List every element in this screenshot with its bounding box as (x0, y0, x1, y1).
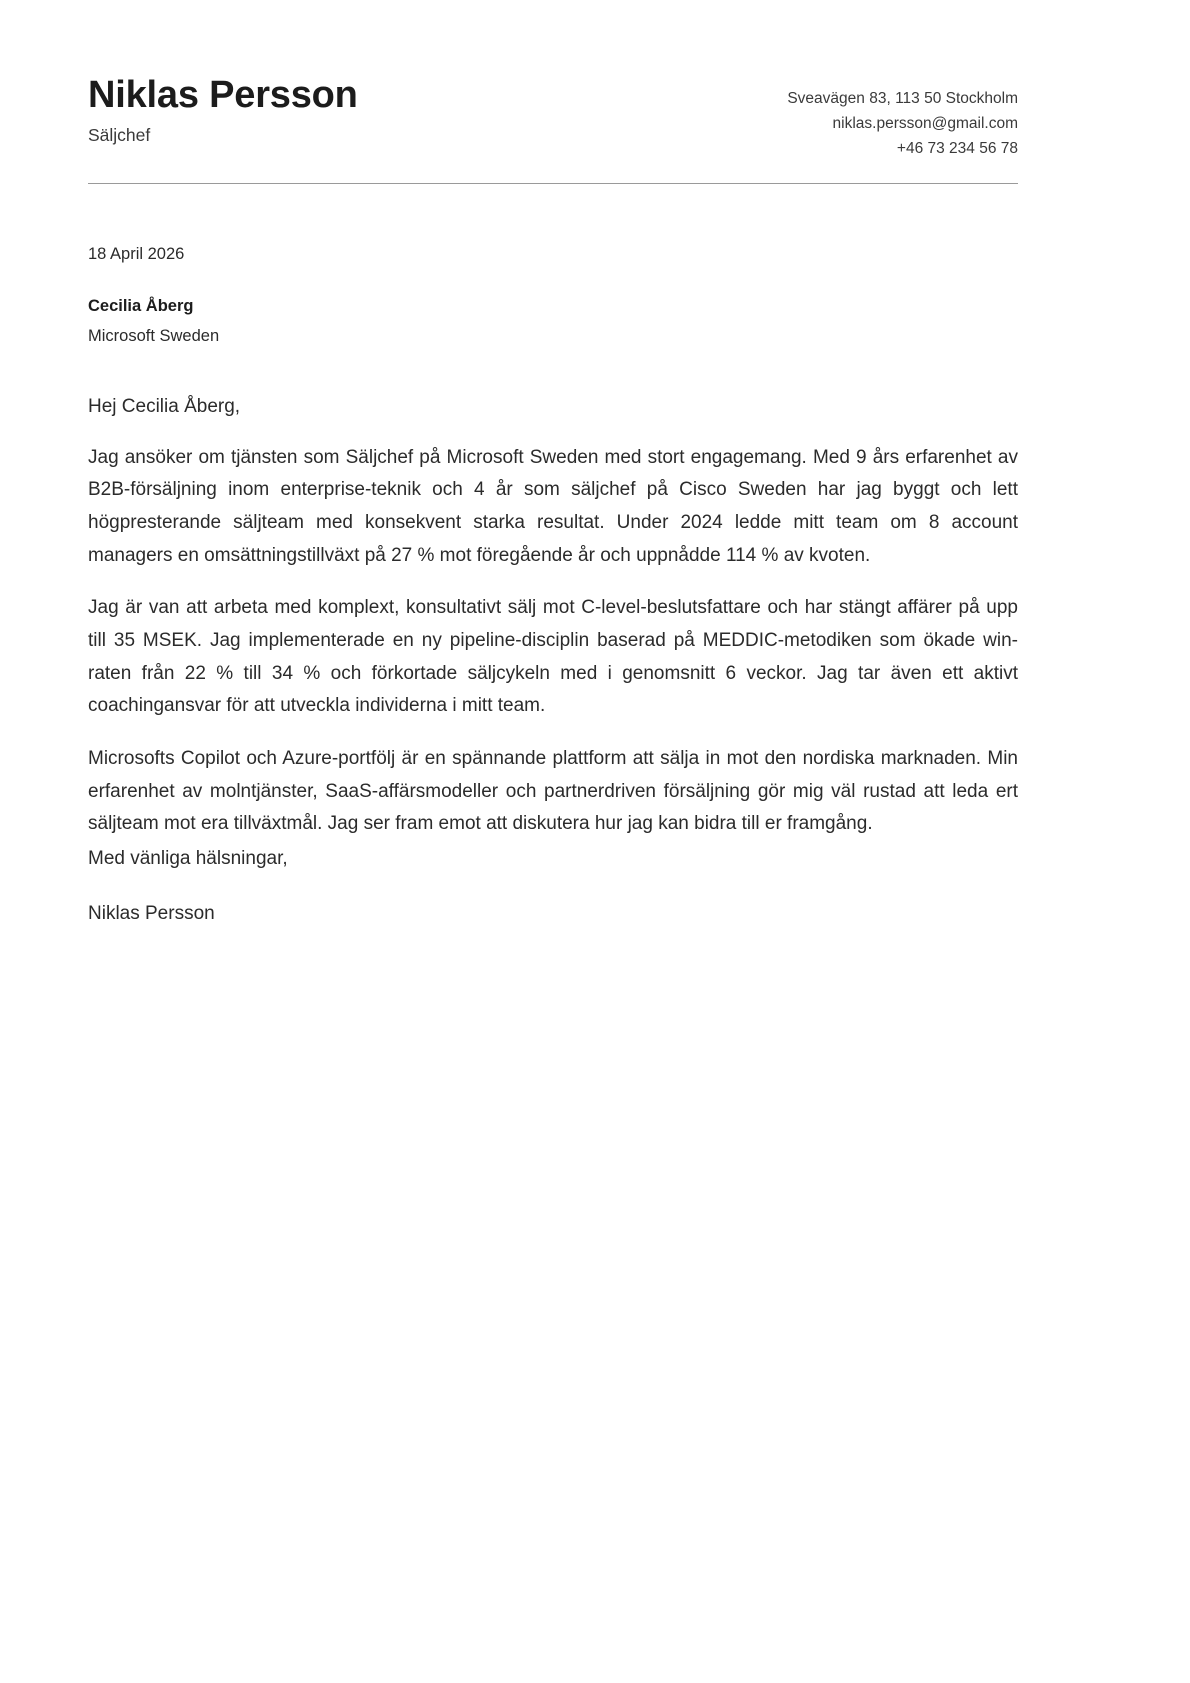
contact-phone[interactable]: +46 73 234 56 78 (896, 140, 1018, 158)
letter-meta (88, 242, 1018, 349)
applicant-job-title: Säljchef (88, 124, 151, 145)
letter-header (88, 0, 1018, 161)
salutation: Hej Cecilia Åberg, (88, 396, 241, 418)
body-paragraph: Jag är van att arbeta med komplext, konsultativt sälj mot C-level-beslutsfattare och har stängt affärer på upp till 35 MSEK. Jag implementerade en ny pipeline-disciplin baserad på MEDDIC-metodiken som ökade win-raten från 22 % till 34 % och förkortade säljcykeln med i genomsnitt 6 veckor. Jag tar även ett aktivt coachingansvar för att utveckla individerna i mitt team. (88, 597, 1018, 717)
body-paragraph: Jag ansöker om tjänsten som Säljchef på Microsoft Sweden med stort engagemang. Med 9 års erfarenhet av B2B-försäljning inom enterprise-teknik och 4 år som säljchef på Cisco Sweden har jag byggt och lett högpresterande säljteam med konsekvent starka resultat. Under 2024 ledde mitt team om 8 account managers en omsättningstillväxt på 27 % mot föregående år och uppnådde 114 % av kvoten. (88, 446, 1018, 566)
contact-email[interactable]: niklas.persson@gmail.com (832, 115, 1018, 133)
body-paragraph: Microsofts Copilot och Azure-portfölj är en spännande plattform att sälja in mot den nordiska marknaden. Min erfarenhet av molntjänster, SaaS-affärsmodeller och partnerdriven försäljning gör mig väl rustad att leda ert säljteam mot era tillväxtmål. Jag ser fram emot att diskutera hur jag kan bidra till er framgång. (88, 748, 1018, 835)
contact-block (787, 74, 1018, 161)
letter-date: 18 April 2026 (88, 245, 185, 264)
signature-name: Niklas Persson (88, 902, 215, 924)
applicant-name: Niklas Persson (88, 74, 358, 116)
letter-content-column (88, 0, 1018, 930)
recipient-name: Cecilia Åberg (88, 297, 194, 316)
applicant-identity (88, 74, 358, 146)
contact-address: Sveavägen 83, 113 50 Stockholm (787, 90, 1018, 107)
recipient-block (88, 294, 1018, 349)
recipient-company: Microsoft Sweden (88, 326, 220, 345)
closing-line: Med vänliga hälsningar, (88, 848, 288, 870)
header-divider (88, 183, 1018, 184)
letter-body (88, 393, 1018, 930)
